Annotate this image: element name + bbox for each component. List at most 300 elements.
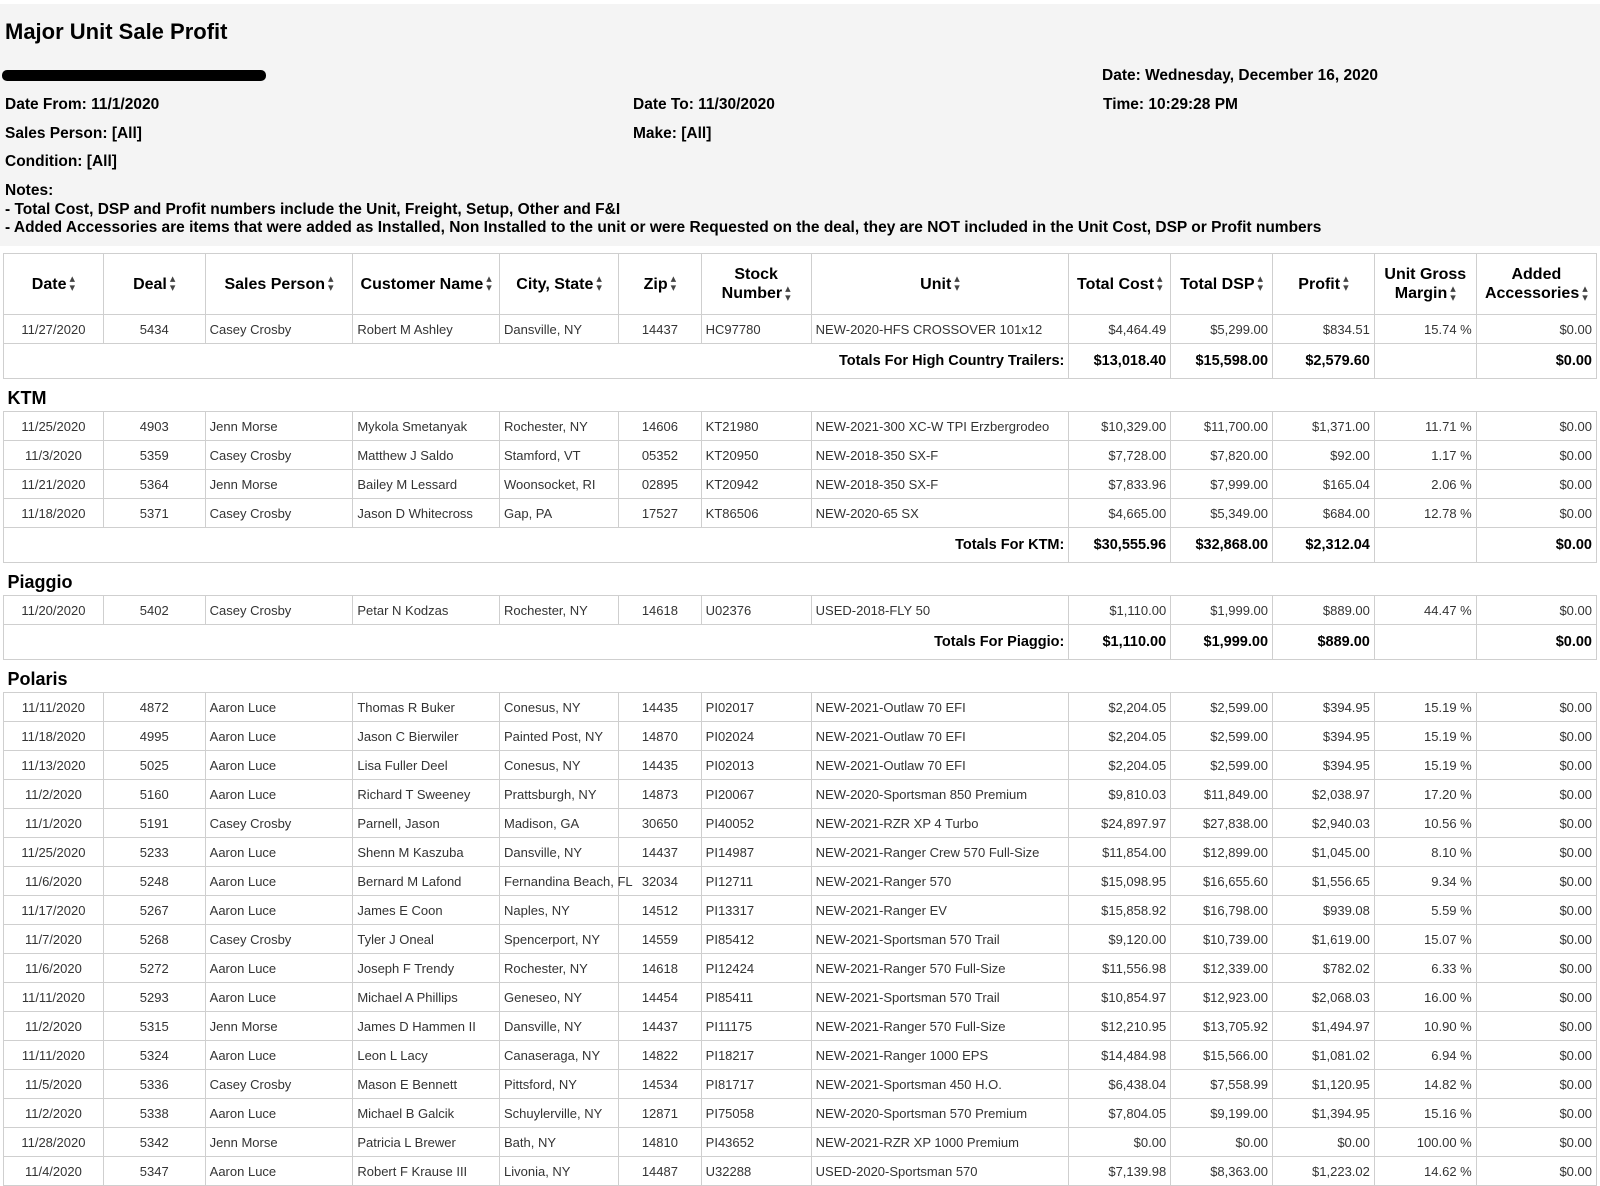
table-row[interactable] xyxy=(4,1012,1597,1041)
cell-stock-number: KT20942 xyxy=(701,470,811,499)
cell-sales-person: Aaron Luce xyxy=(205,722,353,751)
sort-icon[interactable]: ▴ ▾ xyxy=(1450,282,1456,304)
cell-added-accessories: $0.00 xyxy=(1476,499,1596,528)
note-line-2: - Added Accessories are items that were added as Installed, Non Installed to the unit or were Requested on the deal, they are NOT included in the Unit Cost, DSP or Profit numbers xyxy=(5,219,1322,236)
cell-city-state: Rochester, NY xyxy=(500,954,619,983)
cell-city-state: Naples, NY xyxy=(500,896,619,925)
cell-date: 11/5/2020 xyxy=(4,1070,104,1099)
cell-sales-person: Aaron Luce xyxy=(205,780,353,809)
cell-stock-number: PI13317 xyxy=(701,896,811,925)
cell-unit: NEW-2021-300 XC-W TPI Erzbergrodeo xyxy=(811,412,1069,441)
group-name: KTM xyxy=(4,379,1597,412)
cell-total-cost: $9,810.03 xyxy=(1069,780,1171,809)
cell-deal: 5191 xyxy=(103,809,205,838)
cell-total-dsp: $2,599.00 xyxy=(1171,693,1273,722)
cell-total-dsp: $7,820.00 xyxy=(1171,441,1273,470)
col-header-zip[interactable]: Zip ▴ ▾ xyxy=(619,254,702,315)
cell-date: 11/2/2020 xyxy=(4,1099,104,1128)
sort-icon[interactable]: ▴ ▾ xyxy=(169,273,176,295)
cell-profit: $1,223.02 xyxy=(1273,1157,1375,1186)
cell-total-dsp: $27,838.00 xyxy=(1171,809,1273,838)
cell-unit-gross-margin: 15.19 % xyxy=(1374,751,1476,780)
cell-profit: $1,394.95 xyxy=(1273,1099,1375,1128)
cell-deal: 5248 xyxy=(103,867,205,896)
sort-icon[interactable]: ▴ ▾ xyxy=(670,273,677,295)
cell-total-cost: $15,098.95 xyxy=(1069,867,1171,896)
cell-unit-gross-margin: 10.56 % xyxy=(1374,809,1476,838)
cell-unit: NEW-2021-Sportsman 450 H.O. xyxy=(811,1070,1069,1099)
cell-unit-gross-margin: 5.59 % xyxy=(1374,896,1476,925)
cell-unit-gross-margin: 17.20 % xyxy=(1374,780,1476,809)
cell-unit: NEW-2020-65 SX xyxy=(811,499,1069,528)
cell-profit: $1,494.97 xyxy=(1273,1012,1375,1041)
group-name: Polaris xyxy=(4,660,1597,693)
cell-zip: 14437 xyxy=(619,1012,702,1041)
cell-unit-gross-margin: 44.47 % xyxy=(1374,596,1476,625)
cell-total-dsp: $13,705.92 xyxy=(1171,1012,1273,1041)
cell-deal: 5342 xyxy=(103,1128,205,1157)
cell-sales-person: Casey Crosby xyxy=(205,596,353,625)
cell-zip: 14810 xyxy=(619,1128,702,1157)
cell-total-dsp: $11,700.00 xyxy=(1171,412,1273,441)
cell-unit-gross-margin: 14.82 % xyxy=(1374,1070,1476,1099)
cell-stock-number: PI20067 xyxy=(701,780,811,809)
sort-icon[interactable]: ▴ ▾ xyxy=(486,273,492,295)
cell-city-state: Painted Post, NY xyxy=(500,722,619,751)
cell-profit: $1,619.00 xyxy=(1273,925,1375,954)
cell-date: 11/6/2020 xyxy=(4,867,104,896)
cell-total-cost: $2,204.05 xyxy=(1069,751,1171,780)
cell-sales-person: Aaron Luce xyxy=(205,1099,353,1128)
cell-city-state: Dansville, NY xyxy=(500,1012,619,1041)
cell-zip: 14534 xyxy=(619,1070,702,1099)
table-row[interactable] xyxy=(4,925,1597,954)
cell-stock-number: PI85412 xyxy=(701,925,811,954)
table-row[interactable] xyxy=(4,1099,1597,1128)
col-header-stock-number[interactable]: Stock Number ▴ ▾ xyxy=(701,254,811,315)
cell-profit: $834.51 xyxy=(1273,315,1375,344)
table-row[interactable] xyxy=(4,1157,1597,1186)
cell-stock-number: PI75058 xyxy=(701,1099,811,1128)
cell-city-state: Canaseraga, NY xyxy=(500,1041,619,1070)
cell-customer-name: James E Coon xyxy=(353,896,500,925)
totals-row xyxy=(4,625,1597,660)
cell-sales-person: Aaron Luce xyxy=(205,896,353,925)
cell-date: 11/1/2020 xyxy=(4,809,104,838)
cell-zip: 14618 xyxy=(619,954,702,983)
cell-total-cost: $10,854.97 xyxy=(1069,983,1171,1012)
cell-total-cost: $2,204.05 xyxy=(1069,722,1171,751)
cell-stock-number: PI85411 xyxy=(701,983,811,1012)
total-added-accessories: $0.00 xyxy=(1476,625,1596,660)
cell-customer-name: Matthew J Saldo xyxy=(353,441,500,470)
table-row[interactable] xyxy=(4,896,1597,925)
cell-city-state: Conesus, NY xyxy=(500,751,619,780)
cell-stock-number: PI43652 xyxy=(701,1128,811,1157)
cell-unit-gross-margin: 16.00 % xyxy=(1374,983,1476,1012)
cell-stock-number: HC97780 xyxy=(701,315,811,344)
cell-sales-person: Aaron Luce xyxy=(205,954,353,983)
total-profit: $2,312.04 xyxy=(1273,528,1375,563)
total-total-dsp: $1,999.00 xyxy=(1171,625,1273,660)
cell-unit: NEW-2021-Ranger 570 Full-Size xyxy=(811,1012,1069,1041)
cell-unit: NEW-2021-Ranger EV xyxy=(811,896,1069,925)
cell-stock-number: PI11175 xyxy=(701,1012,811,1041)
cell-unit: NEW-2021-RZR XP 1000 Premium xyxy=(811,1128,1069,1157)
col-header-date[interactable]: Date ▴ ▾ xyxy=(4,254,104,315)
cell-customer-name: Bernard M Lafond xyxy=(353,867,500,896)
cell-unit-gross-margin: 15.74 % xyxy=(1374,315,1476,344)
col-header-deal[interactable]: Deal ▴ ▾ xyxy=(103,254,205,315)
cell-unit: NEW-2021-Outlaw 70 EFI xyxy=(811,722,1069,751)
cell-zip: 12871 xyxy=(619,1099,702,1128)
cell-deal: 5293 xyxy=(103,983,205,1012)
cell-sales-person: Aaron Luce xyxy=(205,867,353,896)
total-added-accessories: $0.00 xyxy=(1476,344,1596,379)
table-row[interactable] xyxy=(4,751,1597,780)
cell-stock-number: PI12711 xyxy=(701,867,811,896)
table-row[interactable] xyxy=(4,983,1597,1012)
total-unit-gross-margin xyxy=(1374,625,1476,660)
cell-sales-person: Jenn Morse xyxy=(205,470,353,499)
cell-profit: $939.08 xyxy=(1273,896,1375,925)
cell-total-dsp: $8,363.00 xyxy=(1171,1157,1273,1186)
cell-deal: 5268 xyxy=(103,925,205,954)
cell-total-cost: $2,204.05 xyxy=(1069,693,1171,722)
cell-deal: 5315 xyxy=(103,1012,205,1041)
cell-customer-name: Mykola Smetanyak xyxy=(353,412,500,441)
cell-added-accessories: $0.00 xyxy=(1476,954,1596,983)
cell-total-cost: $7,728.00 xyxy=(1069,441,1171,470)
table-row[interactable] xyxy=(4,722,1597,751)
cell-total-cost: $4,464.49 xyxy=(1069,315,1171,344)
cell-zip: 14870 xyxy=(619,722,702,751)
cell-profit: $2,038.97 xyxy=(1273,780,1375,809)
cell-stock-number: PI18217 xyxy=(701,1041,811,1070)
cell-unit: NEW-2021-Ranger Crew 570 Full-Size xyxy=(811,838,1069,867)
cell-date: 11/6/2020 xyxy=(4,954,104,983)
cell-added-accessories: $0.00 xyxy=(1476,1157,1596,1186)
cell-added-accessories: $0.00 xyxy=(1476,838,1596,867)
cell-deal: 5364 xyxy=(103,470,205,499)
cell-unit-gross-margin: 2.06 % xyxy=(1374,470,1476,499)
filter-sales-person: Sales Person: [All] xyxy=(5,125,142,142)
total-total-cost: $13,018.40 xyxy=(1069,344,1171,379)
cell-total-dsp: $12,923.00 xyxy=(1171,983,1273,1012)
cell-date: 11/13/2020 xyxy=(4,751,104,780)
cell-added-accessories: $0.00 xyxy=(1476,441,1596,470)
col-header-total-dsp[interactable]: Total DSP ▴ ▾ xyxy=(1171,254,1273,315)
cell-zip: 14822 xyxy=(619,1041,702,1070)
cell-city-state: Fernandina Beach, FL xyxy=(500,867,619,896)
cell-profit: $92.00 xyxy=(1273,441,1375,470)
table-row[interactable] xyxy=(4,1041,1597,1070)
cell-total-dsp: $16,655.60 xyxy=(1171,867,1273,896)
cell-added-accessories: $0.00 xyxy=(1476,1041,1596,1070)
cell-customer-name: Thomas R Buker xyxy=(353,693,500,722)
cell-date: 11/3/2020 xyxy=(4,441,104,470)
cell-customer-name: Petar N Kodzas xyxy=(353,596,500,625)
cell-city-state: Pittsford, NY xyxy=(500,1070,619,1099)
table-row[interactable] xyxy=(4,499,1597,528)
cell-unit-gross-margin: 11.71 % xyxy=(1374,412,1476,441)
cell-zip: 02895 xyxy=(619,470,702,499)
cell-total-cost: $15,858.92 xyxy=(1069,896,1171,925)
cell-added-accessories: $0.00 xyxy=(1476,1099,1596,1128)
table-row[interactable] xyxy=(4,867,1597,896)
cell-city-state: Rochester, NY xyxy=(500,412,619,441)
cell-total-cost: $1,110.00 xyxy=(1069,596,1171,625)
totals-row xyxy=(4,528,1597,563)
cell-city-state: Conesus, NY xyxy=(500,693,619,722)
redacted-dealer-name xyxy=(2,70,266,81)
cell-unit-gross-margin: 15.19 % xyxy=(1374,722,1476,751)
cell-added-accessories: $0.00 xyxy=(1476,1012,1596,1041)
cell-unit: NEW-2021-Outlaw 70 EFI xyxy=(811,693,1069,722)
cell-unit: USED-2020-Sportsman 570 xyxy=(811,1157,1069,1186)
sort-icon[interactable]: ▴ ▾ xyxy=(1157,273,1163,295)
cell-city-state: Rochester, NY xyxy=(500,596,619,625)
totals-label: Totals For KTM: xyxy=(4,528,1069,563)
cell-sales-person: Casey Crosby xyxy=(205,809,353,838)
cell-deal: 4995 xyxy=(103,722,205,751)
cell-profit: $1,045.00 xyxy=(1273,838,1375,867)
cell-date: 11/18/2020 xyxy=(4,499,104,528)
cell-total-dsp: $2,599.00 xyxy=(1171,751,1273,780)
cell-total-dsp: $5,349.00 xyxy=(1171,499,1273,528)
cell-sales-person: Aaron Luce xyxy=(205,1041,353,1070)
cell-total-cost: $11,854.00 xyxy=(1069,838,1171,867)
cell-deal: 5359 xyxy=(103,441,205,470)
sort-icon[interactable]: ▴ ▾ xyxy=(1582,282,1588,304)
cell-total-cost: $24,897.97 xyxy=(1069,809,1171,838)
cell-added-accessories: $0.00 xyxy=(1476,780,1596,809)
table-row[interactable] xyxy=(4,470,1597,499)
cell-unit-gross-margin: 15.07 % xyxy=(1374,925,1476,954)
cell-zip: 14437 xyxy=(619,315,702,344)
cell-profit: $1,556.65 xyxy=(1273,867,1375,896)
cell-total-cost: $10,329.00 xyxy=(1069,412,1171,441)
cell-total-dsp: $9,199.00 xyxy=(1171,1099,1273,1128)
cell-added-accessories: $0.00 xyxy=(1476,1070,1596,1099)
cell-total-dsp: $12,339.00 xyxy=(1171,954,1273,983)
cell-added-accessories: $0.00 xyxy=(1476,693,1596,722)
cell-total-cost: $6,438.04 xyxy=(1069,1070,1171,1099)
cell-city-state: Woonsocket, RI xyxy=(500,470,619,499)
cell-deal: 5272 xyxy=(103,954,205,983)
sort-icon[interactable]: ▴ ▾ xyxy=(954,273,960,295)
cell-unit-gross-margin: 1.17 % xyxy=(1374,441,1476,470)
cell-added-accessories: $0.00 xyxy=(1476,1128,1596,1157)
cell-deal: 5336 xyxy=(103,1070,205,1099)
cell-deal: 4903 xyxy=(103,412,205,441)
cell-customer-name: Tyler J Oneal xyxy=(353,925,500,954)
cell-sales-person: Aaron Luce xyxy=(205,983,353,1012)
cell-city-state: Madison, GA xyxy=(500,809,619,838)
table-row[interactable] xyxy=(4,809,1597,838)
group-header-row xyxy=(4,660,1597,693)
total-added-accessories: $0.00 xyxy=(1476,528,1596,563)
cell-deal: 5324 xyxy=(103,1041,205,1070)
col-header-city-state[interactable]: City, State ▴ ▾ xyxy=(500,254,619,315)
cell-deal: 5402 xyxy=(103,596,205,625)
cell-added-accessories: $0.00 xyxy=(1476,470,1596,499)
note-line-1: - Total Cost, DSP and Profit numbers include the Unit, Freight, Setup, Other and F&I xyxy=(5,200,621,218)
group-header-row xyxy=(4,379,1597,412)
cell-added-accessories: $0.00 xyxy=(1476,896,1596,925)
cell-stock-number: PI02017 xyxy=(701,693,811,722)
filter-make: Make: [All] xyxy=(633,125,712,142)
cell-added-accessories: $0.00 xyxy=(1476,412,1596,441)
total-total-dsp: $15,598.00 xyxy=(1171,344,1273,379)
cell-stock-number: KT21980 xyxy=(701,412,811,441)
cell-date: 11/18/2020 xyxy=(4,722,104,751)
date-from: Date From: 11/1/2020 xyxy=(5,96,160,113)
group-header-row xyxy=(4,563,1597,596)
table-row[interactable] xyxy=(4,954,1597,983)
report-date: Date: Wednesday, December 16, 2020 xyxy=(1102,67,1378,84)
cell-deal: 5233 xyxy=(103,838,205,867)
cell-profit: $394.95 xyxy=(1273,722,1375,751)
sort-icon[interactable]: ▴ ▾ xyxy=(1343,273,1349,295)
table-row[interactable] xyxy=(4,315,1597,344)
cell-stock-number: PI12424 xyxy=(701,954,811,983)
total-profit: $2,579.60 xyxy=(1273,344,1375,379)
cell-city-state: Prattsburgh, NY xyxy=(500,780,619,809)
col-header-unit-gross-margin[interactable]: Unit Gross Margin ▴ ▾ xyxy=(1374,254,1476,315)
cell-deal: 5347 xyxy=(103,1157,205,1186)
table-row[interactable] xyxy=(4,1070,1597,1099)
cell-stock-number: PI02013 xyxy=(701,751,811,780)
table-body xyxy=(4,315,1597,1186)
total-profit: $889.00 xyxy=(1273,625,1375,660)
cell-zip: 14512 xyxy=(619,896,702,925)
cell-zip: 30650 xyxy=(619,809,702,838)
cell-deal: 5267 xyxy=(103,896,205,925)
cell-sales-person: Aaron Luce xyxy=(205,751,353,780)
cell-unit-gross-margin: 14.62 % xyxy=(1374,1157,1476,1186)
cell-profit: $394.95 xyxy=(1273,693,1375,722)
cell-zip: 14435 xyxy=(619,693,702,722)
cell-stock-number: PI14987 xyxy=(701,838,811,867)
cell-unit-gross-margin: 9.34 % xyxy=(1374,867,1476,896)
table-row[interactable] xyxy=(4,1128,1597,1157)
sort-icon[interactable]: ▴ ▾ xyxy=(69,273,76,295)
cell-unit: NEW-2021-Sportsman 570 Trail xyxy=(811,983,1069,1012)
profit-table xyxy=(3,253,1597,1186)
cell-zip: 17527 xyxy=(619,499,702,528)
cell-unit-gross-margin: 12.78 % xyxy=(1374,499,1476,528)
cell-sales-person: Aaron Luce xyxy=(205,1157,353,1186)
table-row[interactable] xyxy=(4,693,1597,722)
col-header-unit[interactable]: Unit ▴ ▾ xyxy=(811,254,1069,315)
col-header-profit[interactable]: Profit ▴ ▾ xyxy=(1273,254,1375,315)
cell-customer-name: Robert F Krause III xyxy=(353,1157,500,1186)
cell-zip: 14606 xyxy=(619,412,702,441)
totals-label: Totals For Piaggio: xyxy=(4,625,1069,660)
col-header-customer-name[interactable]: Customer Name ▴ ▾ xyxy=(353,254,500,315)
cell-zip: 14487 xyxy=(619,1157,702,1186)
cell-customer-name: Jason C Bierwiler xyxy=(353,722,500,751)
cell-zip: 14559 xyxy=(619,925,702,954)
cell-profit: $1,081.02 xyxy=(1273,1041,1375,1070)
cell-city-state: Dansville, NY xyxy=(500,838,619,867)
cell-added-accessories: $0.00 xyxy=(1476,315,1596,344)
total-total-cost: $1,110.00 xyxy=(1069,625,1171,660)
cell-profit: $2,940.03 xyxy=(1273,809,1375,838)
col-header-total-cost[interactable]: Total Cost ▴ ▾ xyxy=(1069,254,1171,315)
cell-total-cost: $0.00 xyxy=(1069,1128,1171,1157)
cell-total-dsp: $1,999.00 xyxy=(1171,596,1273,625)
cell-total-dsp: $11,849.00 xyxy=(1171,780,1273,809)
cell-unit: NEW-2021-Ranger 1000 EPS xyxy=(811,1041,1069,1070)
cell-zip: 14873 xyxy=(619,780,702,809)
cell-date: 11/11/2020 xyxy=(4,983,104,1012)
cell-stock-number: KT86506 xyxy=(701,499,811,528)
cell-zip: 14454 xyxy=(619,983,702,1012)
cell-date: 11/11/2020 xyxy=(4,693,104,722)
cell-zip: 14618 xyxy=(619,596,702,625)
cell-added-accessories: $0.00 xyxy=(1476,983,1596,1012)
cell-sales-person: Casey Crosby xyxy=(205,441,353,470)
cell-city-state: Schuylerville, NY xyxy=(500,1099,619,1128)
cell-city-state: Geneseo, NY xyxy=(500,983,619,1012)
cell-customer-name: Robert M Ashley xyxy=(353,315,500,344)
cell-customer-name: Mason E Bennett xyxy=(353,1070,500,1099)
table-row[interactable] xyxy=(4,780,1597,809)
cell-stock-number: PI02024 xyxy=(701,722,811,751)
cell-added-accessories: $0.00 xyxy=(1476,867,1596,896)
cell-customer-name: Leon L Lacy xyxy=(353,1041,500,1070)
cell-unit-gross-margin: 15.16 % xyxy=(1374,1099,1476,1128)
cell-city-state: Dansville, NY xyxy=(500,315,619,344)
sort-icon[interactable]: ▴ ▾ xyxy=(327,273,334,295)
cell-deal: 4872 xyxy=(103,693,205,722)
cell-unit: NEW-2020-HFS CROSSOVER 101x12 xyxy=(811,315,1069,344)
sort-icon[interactable]: ▴ ▾ xyxy=(785,282,791,304)
total-unit-gross-margin xyxy=(1374,344,1476,379)
date-to: Date To: 11/30/2020 xyxy=(633,96,775,113)
cell-unit: NEW-2021-Sportsman 570 Trail xyxy=(811,925,1069,954)
cell-total-dsp: $10,739.00 xyxy=(1171,925,1273,954)
cell-date: 11/17/2020 xyxy=(4,896,104,925)
cell-unit: NEW-2021-RZR XP 4 Turbo xyxy=(811,809,1069,838)
table-row[interactable] xyxy=(4,441,1597,470)
cell-customer-name: Shenn M Kaszuba xyxy=(353,838,500,867)
table-row[interactable] xyxy=(4,838,1597,867)
cell-city-state: Livonia, NY xyxy=(500,1157,619,1186)
sort-icon[interactable]: ▴ ▾ xyxy=(1257,273,1264,295)
cell-city-state: Spencerport, NY xyxy=(500,925,619,954)
cell-deal: 5371 xyxy=(103,499,205,528)
notes xyxy=(5,182,1321,238)
sort-icon[interactable]: ▴ ▾ xyxy=(596,273,602,295)
cell-added-accessories: $0.00 xyxy=(1476,596,1596,625)
totals-row xyxy=(4,344,1597,379)
cell-customer-name: Joseph F Trendy xyxy=(353,954,500,983)
table-row[interactable] xyxy=(4,596,1597,625)
cell-total-cost: $9,120.00 xyxy=(1069,925,1171,954)
table-row[interactable] xyxy=(4,412,1597,441)
cell-profit: $0.00 xyxy=(1273,1128,1375,1157)
col-header-added-accessories[interactable]: Added Accessories ▴ ▾ xyxy=(1476,254,1596,315)
cell-sales-person: Casey Crosby xyxy=(205,1070,353,1099)
cell-total-dsp: $5,299.00 xyxy=(1171,315,1273,344)
col-header-sales-person[interactable]: Sales Person ▴ ▾ xyxy=(205,254,353,315)
cell-stock-number: U32288 xyxy=(701,1157,811,1186)
cell-customer-name: Jason D Whitecross xyxy=(353,499,500,528)
cell-deal: 5025 xyxy=(103,751,205,780)
